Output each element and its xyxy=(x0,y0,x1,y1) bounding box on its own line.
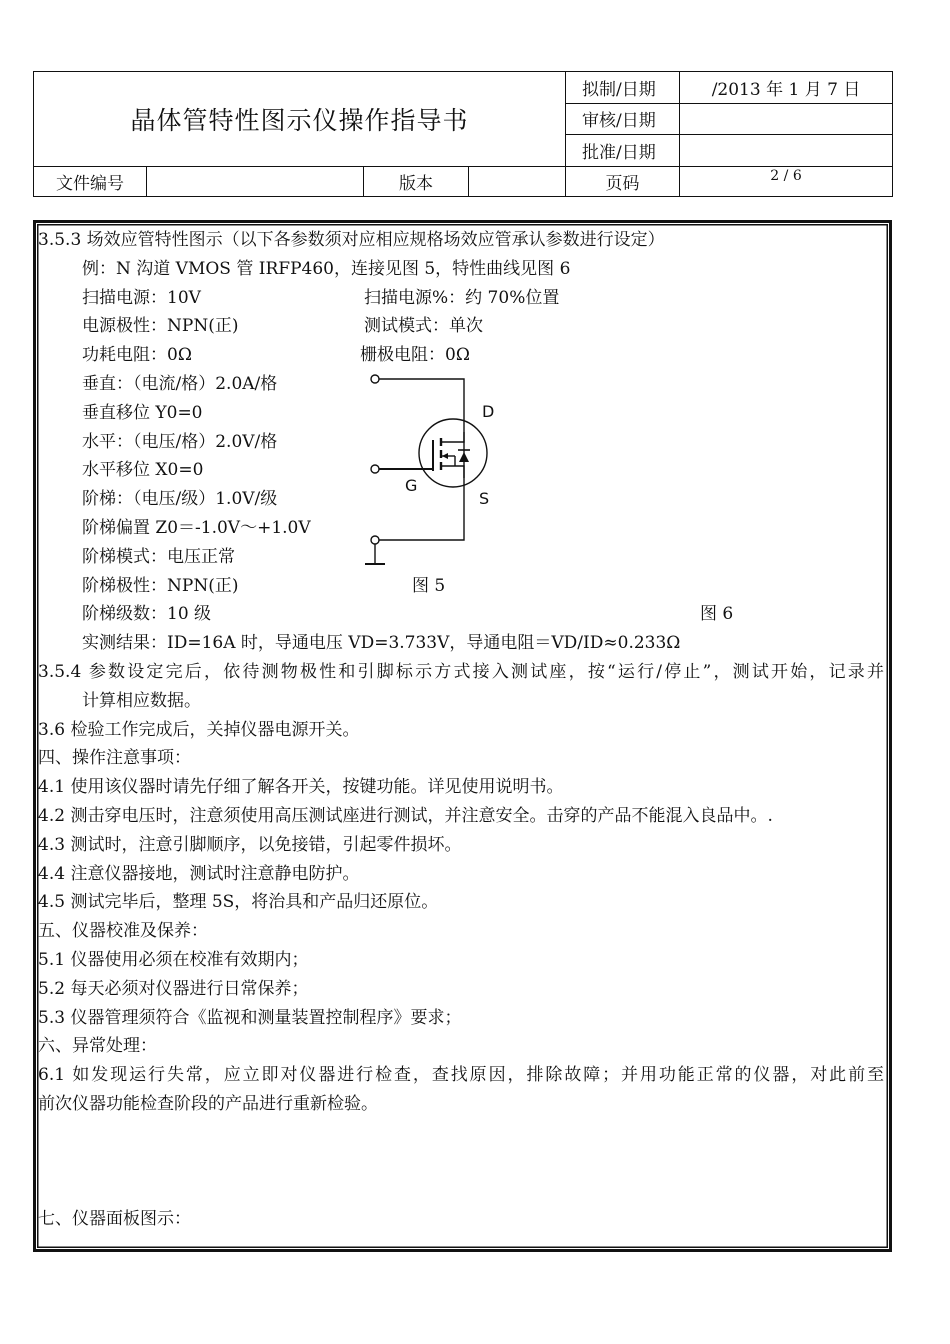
section-3-5-4-line1: 3.5.4 参数设定完后，依待测物极性和引脚标示方式接入测试座，按“运行/停止”，测试开始，记录并 xyxy=(38,662,884,682)
item-5-3: 5.3 仪器管理须符合《监视和测量装置控制程序》要求； xyxy=(38,1007,462,1028)
section-4-title: 四、操作注意事项： xyxy=(38,748,191,769)
doc-number-value xyxy=(147,166,364,197)
document-header xyxy=(33,71,892,197)
item-4-4: 4.4 注意仪器接地，测试时注意静电防护。 xyxy=(38,863,360,884)
param-step-polarity: 阶梯极性：NPN(正) xyxy=(82,575,239,596)
param-scan-power: 扫描电源：10V xyxy=(82,287,201,308)
item-4-1: 4.1 使用该仪器时请先仔细了解各开关，按键功能。详见使用说明书。 xyxy=(38,777,564,798)
section-7-title: 七、仪器面板图示： xyxy=(38,1209,191,1229)
mosfet-connection-diagram xyxy=(355,370,505,575)
param-step-mode: 阶梯模式：电压正常 xyxy=(82,546,235,567)
approved-date-value xyxy=(680,135,893,167)
reviewed-date-label: 审核/日期 xyxy=(566,103,680,135)
figure-6-caption: 图 6 xyxy=(700,604,734,625)
item-4-2: 4.2 测击穿电压时，注意须使用高压测试座进行测试，并注意安全。击穿的产品不能混入良品中。. xyxy=(38,806,773,826)
param-horizontal-shift: 水平移位 X0=0 xyxy=(82,460,204,481)
param-power-polarity: 电源极性：NPN(正) xyxy=(82,316,239,337)
diode-arrow-icon xyxy=(459,452,469,462)
gate-label: G xyxy=(405,476,418,495)
drafted-date-value: /2013 年 1 月 7 日 xyxy=(680,72,893,104)
item-6-1-line1: 6.1 如发现运行失常，应立即对仪器进行检查，查找原因，排除故障；并用功能正常的仪器，对此前至 xyxy=(38,1065,884,1086)
header-table xyxy=(33,71,893,197)
item-5-1: 5.1 仪器使用必须在校准有效期内； xyxy=(38,950,309,970)
param-vertical-shift: 垂直移位 Y0=0 xyxy=(82,402,203,423)
version-value xyxy=(469,166,566,197)
transistor-body xyxy=(419,419,487,487)
section-3-6: 3.6 检验工作完成后，关掉仪器电源开关。 xyxy=(38,719,360,740)
figure-5-caption: 图 5 xyxy=(412,575,446,596)
param-step: 阶梯：（电压/级）1.0V/级 xyxy=(82,489,278,510)
param-dissipation-resistor: 功耗电阻：0Ω xyxy=(82,345,192,366)
version-label: 版本 xyxy=(364,166,469,197)
param-step-count: 阶梯级数：10 级 xyxy=(82,604,212,625)
param-horizontal: 水平：（电压/格）2.0V/格 xyxy=(82,431,278,452)
drafted-date-label: 拟制/日期 xyxy=(566,72,680,104)
page-value: 2 / 6 xyxy=(680,166,893,197)
source-label: S xyxy=(479,489,490,508)
param-scan-percent: 扫描电源%：约 70%位置 xyxy=(364,287,560,308)
drain-terminal xyxy=(371,375,379,383)
param-step-offset: 阶梯偏置 Z0＝-1.0V～+1.0V xyxy=(82,518,311,538)
drain-label: D xyxy=(482,402,495,421)
section-3-5-4-line2: 计算相应数据。 xyxy=(82,690,201,711)
section-6-title: 六、异常处理： xyxy=(38,1036,157,1057)
param-vertical: 垂直：（电流/格）2.0A/格 xyxy=(82,374,278,394)
section-3-5-3: 3.5.3 场效应管特性图示（以下各参数须对应相应规格场效应管承认参数进行设定） xyxy=(38,230,665,250)
item-4-5: 4.5 测试完毕后，整理 5S，将治具和产品归还原位。 xyxy=(38,892,439,913)
result-line: 实测结果：ID=16A 时，导通电压 VD=3.733V，导通电阻＝VD/ID≈0.233Ω xyxy=(82,633,681,654)
section-5-title: 五、仪器校准及保养： xyxy=(38,921,208,942)
item-4-3: 4.3 测试时，注意引脚顺序，以免接错，引起零件损坏。 xyxy=(38,834,462,855)
source-terminal xyxy=(371,536,379,544)
approved-date-label: 批准/日期 xyxy=(566,135,680,167)
source-wire xyxy=(375,466,464,540)
param-gate-resistor: 栅极电阻：0Ω xyxy=(360,345,470,366)
reviewed-date-value xyxy=(680,103,893,135)
example-line: 例：N 沟道 VMOS 管 IRFP460，连接见图 5，特性曲线见图 6 xyxy=(82,258,571,279)
item-6-1-line2: 前次仪器功能检查阶段的产品进行重新检验。 xyxy=(38,1094,378,1114)
drain-internal xyxy=(441,420,464,442)
param-test-mode: 测试模式：单次 xyxy=(364,316,483,337)
drain-wire xyxy=(379,379,464,420)
channel-arrow-icon xyxy=(442,453,448,459)
document-title: 晶体管特性图示仪操作指导书 xyxy=(34,72,566,167)
item-5-2: 5.2 每天必须对仪器进行日常保养； xyxy=(38,978,309,999)
gate-terminal xyxy=(371,465,379,473)
doc-number-label: 文件编号 xyxy=(34,166,147,197)
page-label: 页码 xyxy=(566,166,680,197)
